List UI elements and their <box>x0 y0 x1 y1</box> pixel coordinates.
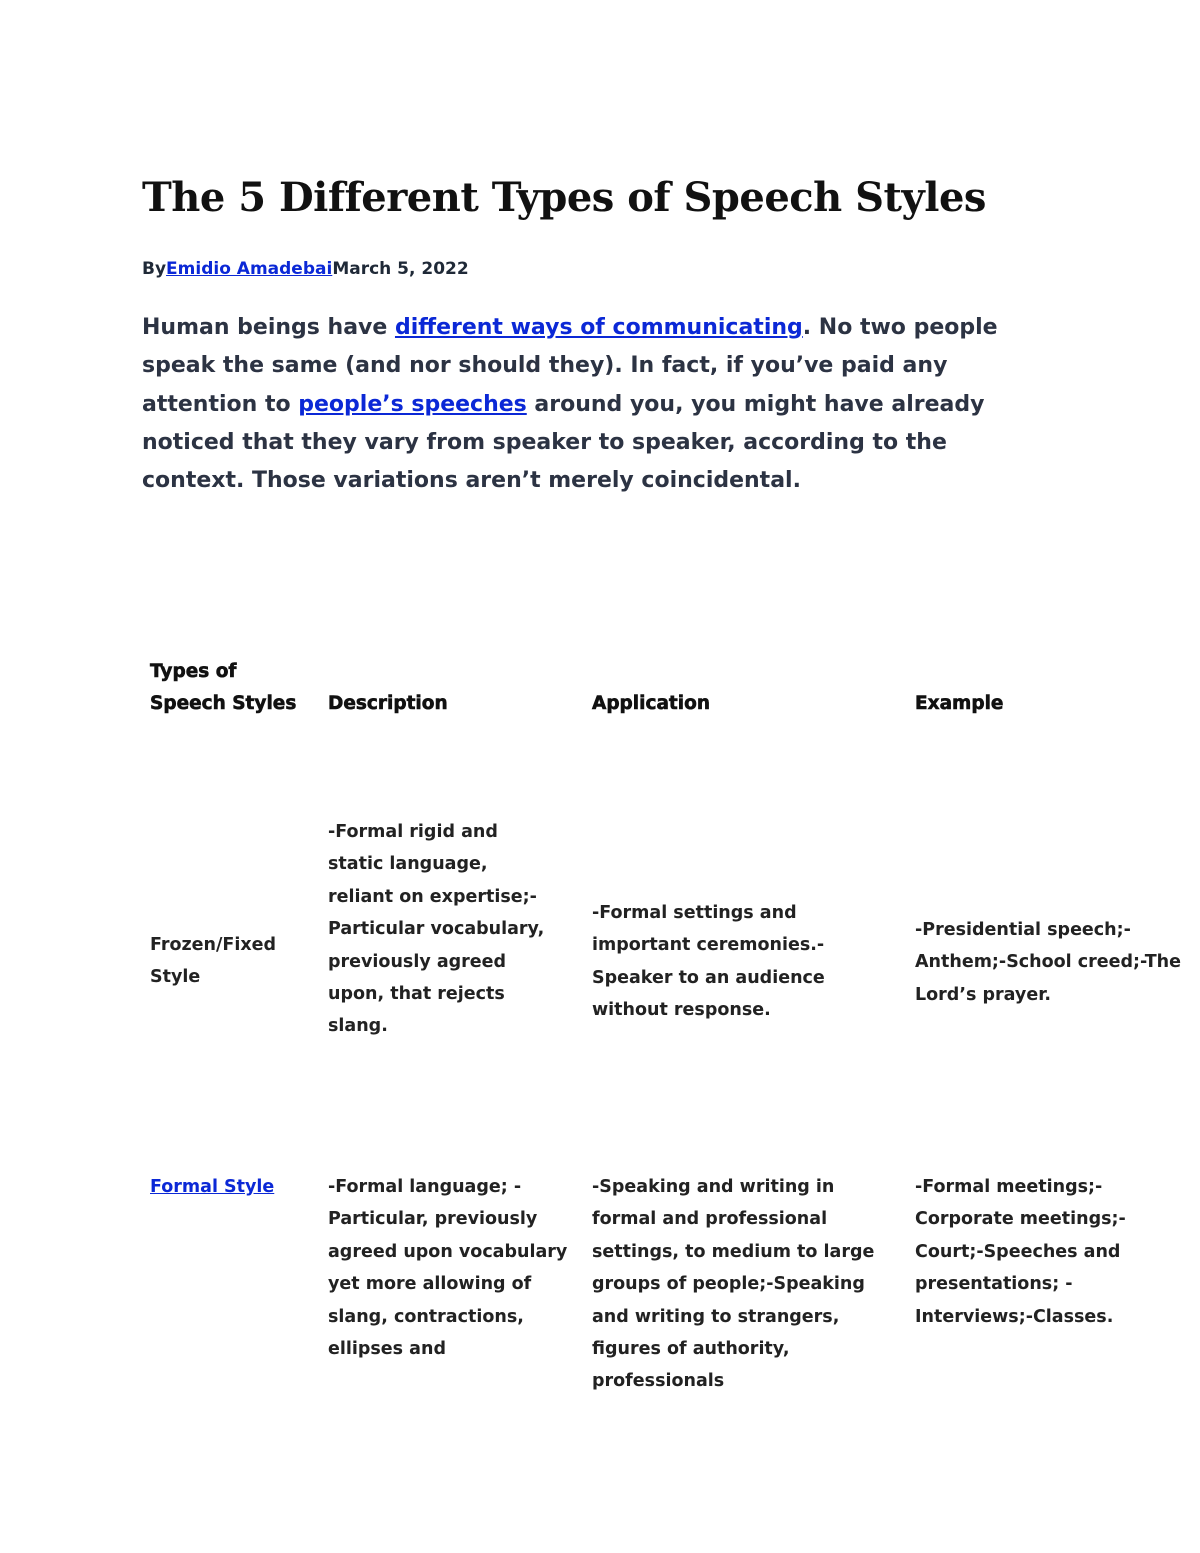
header-description: Description <box>328 693 448 714</box>
intro-text-1: Human beings have <box>142 315 395 340</box>
speeches-link[interactable]: people’s speeches <box>298 391 527 417</box>
header-type: Types of Speech Styles <box>150 661 297 715</box>
row-frozen-type: Frozen/Fixed Style <box>150 935 277 988</box>
row-formal-type <box>150 1171 315 1203</box>
intro-text-2: . No two people speak the same (and nor should they). In fact, if you’ve paid any attention to <box>142 315 998 417</box>
row-formal-application: -Speaking and writing in formal and professional settings, to medium to large groups of people;-Speaking and writing to strangers, figures of authority, professionals <box>592 1177 875 1392</box>
row-formal-description: -Formal language; -Particular, previously agreed upon vocabulary yet more allowing of slang, contractions, ellipses and <box>328 1177 568 1360</box>
header-application: Application <box>592 693 711 714</box>
row-frozen-application: -Formal settings and important ceremonies.-Speaker to an audience without response. <box>592 903 825 1021</box>
row-frozen-description: -Formal rigid and static language, reliant on expertise;-Particular vocabulary, previously agreed upon, that rejects slang. <box>328 822 545 1037</box>
row-frozen-example: -Presidential speech;-Anthem;-School creed;-The Lord’s prayer. <box>915 920 1181 1005</box>
byline-prefix: By <box>142 259 167 279</box>
communicating-link[interactable]: different ways of communicating <box>394 315 803 340</box>
row-formal-example: -Formal meetings;-Corporate meetings;-Court;-Speeches and presentations; -Interviews;-Classes. <box>915 1177 1126 1327</box>
publish-date: March 5, 2022 <box>332 259 469 279</box>
article-title: The 5 Different Types of Speech Styles <box>142 174 986 221</box>
intro-text-3: around you, you might have already noticed that they vary from speaker to speaker, according to the context. Those variations aren’t merely coincidental. <box>142 391 985 494</box>
formal-style-link[interactable]: Formal Style <box>150 1177 275 1197</box>
header-example: Example <box>915 693 1004 714</box>
author-link[interactable]: Emidio Amadebai <box>166 259 333 279</box>
